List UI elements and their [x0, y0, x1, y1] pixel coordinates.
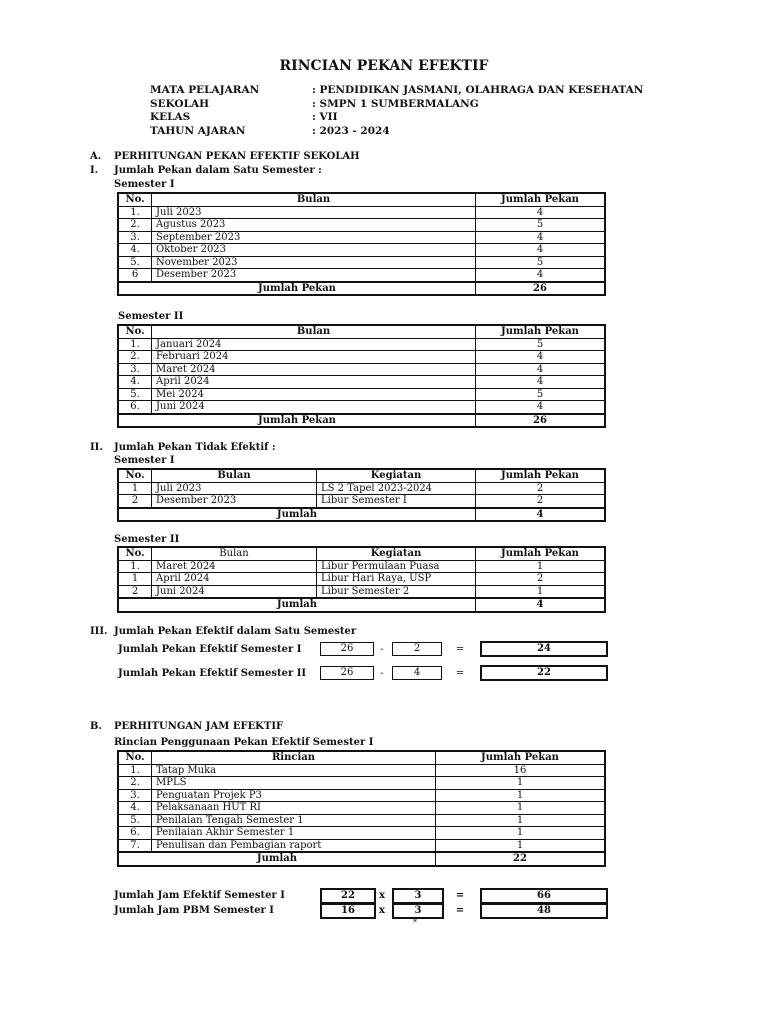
total-value: 26 [476, 414, 606, 428]
table-cell: 6. [118, 827, 152, 840]
part-ii-number: II. [90, 442, 103, 453]
calc2-operator: - [380, 668, 384, 679]
calc4-result: 48 [480, 903, 608, 919]
table-cell: 6. [118, 401, 152, 414]
column-header: Jumlah Pekan [476, 325, 606, 338]
table-total-row [118, 852, 605, 866]
section-a-title: PERHITUNGAN PEKAN EFEKTIF SEKOLAH [114, 151, 360, 162]
total-value: 26 [476, 282, 606, 296]
column-header: No. [118, 469, 152, 482]
calc2-label: Jumlah Pekan Efektif Semester II [118, 668, 307, 679]
table-cell: 1 [436, 827, 606, 840]
footnote-mark: * [413, 918, 417, 927]
table-row [118, 363, 605, 376]
table-row [118, 338, 605, 351]
column-header: Jumlah Pekan [476, 193, 606, 206]
table-cell: 1 [436, 789, 606, 802]
table-cell: Juli 2023 [152, 482, 317, 495]
table-row [118, 827, 605, 840]
table-cell: September 2023 [152, 231, 476, 244]
table3-caption: Semester I [114, 455, 175, 466]
table-cell: 2 [118, 495, 152, 508]
table-total-row [118, 282, 605, 296]
table-cell: 3. [118, 789, 152, 802]
calc4-label: Jumlah Jam PBM Semester I [114, 905, 274, 916]
calc3-label: Jumlah Jam Efektif Semester I [114, 890, 285, 901]
total-label: Jumlah [118, 598, 476, 612]
table-cell: Januari 2024 [152, 338, 476, 351]
info-label: TAHUN AJARAN [150, 124, 246, 137]
calc1-value-a: 26 [320, 642, 374, 656]
part-iii-title: Jumlah Pekan Efektif dalam Satu Semester [114, 626, 357, 637]
table-row [118, 376, 605, 389]
table-cell: 1. [118, 206, 152, 219]
table-cell: 1. [118, 338, 152, 351]
calc3-value-a: 22 [320, 888, 376, 904]
table-cell: Penulisan dan Pembagian raport [152, 839, 436, 852]
table-cell: LS 2 Tapel 2023-2024 [317, 482, 476, 495]
table5-caption: Rincian Penggunaan Pekan Efektif Semester I [114, 737, 374, 748]
info-row [150, 98, 643, 112]
table-total-row [118, 598, 605, 612]
table-cell: Libur Semester I [317, 495, 476, 508]
table-row [118, 482, 605, 495]
total-value: 4 [476, 508, 606, 522]
table-cell: April 2024 [152, 573, 317, 586]
table-row [118, 789, 605, 802]
table-cell: November 2023 [152, 256, 476, 269]
column-header: Bulan [152, 547, 317, 560]
calc2-value-b: 4 [392, 666, 442, 680]
column-header: Bulan [152, 469, 317, 482]
table-cell: Agustus 2023 [152, 219, 476, 232]
column-header: Rincian [152, 751, 436, 764]
part-i-number: I. [90, 165, 99, 176]
column-header: No. [118, 193, 152, 206]
column-header: Jumlah Pekan [476, 547, 606, 560]
table-row [118, 839, 605, 852]
table-cell: Mei 2024 [152, 388, 476, 401]
table-cell: 1 [436, 777, 606, 790]
table4-caption: Semester II [114, 534, 180, 545]
calc4-operator: x [379, 905, 385, 916]
table-cell: 1 [118, 482, 152, 495]
semester1-non-effective-table [117, 468, 606, 522]
table-cell: Desember 2023 [152, 495, 317, 508]
table-header-row [118, 469, 605, 482]
table-cell: 1. [118, 764, 152, 777]
semester2-non-effective-table [117, 546, 606, 613]
table-row [118, 802, 605, 815]
table2-caption: Semester II [118, 311, 184, 322]
table-row [118, 269, 605, 282]
table-cell: Oktober 2023 [152, 244, 476, 257]
table-cell: 4 [476, 206, 606, 219]
table-cell: Maret 2024 [152, 560, 317, 573]
part-iii-number: III. [90, 626, 108, 637]
info-block [150, 84, 643, 138]
calc1-label: Jumlah Pekan Efektif Semester I [118, 644, 302, 655]
effective-week-usage-table [117, 750, 606, 867]
table-cell: 4 [476, 269, 606, 282]
table-cell: 5. [118, 814, 152, 827]
table-cell: Juni 2024 [152, 585, 317, 598]
info-row [150, 111, 643, 125]
semester1-weeks-table [117, 192, 606, 296]
table-cell: 2. [118, 219, 152, 232]
table-row [118, 495, 605, 508]
calc1-value-b: 2 [392, 642, 442, 656]
table-cell: 1. [118, 560, 152, 573]
table-cell: Libur Hari Raya, USP [317, 573, 476, 586]
total-value: 4 [476, 598, 606, 612]
part-i-title: Jumlah Pekan dalam Satu Semester : [114, 165, 322, 176]
table-cell: 2 [476, 573, 606, 586]
info-value: : 2023 - 2024 [312, 124, 390, 137]
calc4-value-b: 3 [392, 903, 444, 919]
table-cell: 2 [476, 495, 606, 508]
total-label: Jumlah [118, 852, 436, 866]
table-cell: 4 [476, 351, 606, 364]
calc3-result: 66 [480, 888, 608, 904]
table-cell: 1 [436, 814, 606, 827]
table-header-row [118, 325, 605, 338]
info-row [150, 125, 643, 139]
column-header: No. [118, 547, 152, 560]
table1-caption: Semester I [114, 179, 175, 190]
calc3-equals: = [455, 890, 465, 901]
calc1-equals: = [455, 644, 465, 655]
table-row [118, 585, 605, 598]
table-cell: 5. [118, 256, 152, 269]
table-cell: 4 [476, 401, 606, 414]
table-cell: 16 [436, 764, 606, 777]
section-a-number: A. [90, 151, 102, 162]
total-label: Jumlah Pekan [118, 414, 476, 428]
table-header-row [118, 193, 605, 206]
table-cell: Februari 2024 [152, 351, 476, 364]
table-row [118, 219, 605, 232]
table-cell: 5 [476, 338, 606, 351]
table-cell: Libur Semester 2 [317, 585, 476, 598]
calc3-operator: x [379, 890, 385, 901]
table-cell: Libur Permulaan Puasa [317, 560, 476, 573]
table-row [118, 351, 605, 364]
table-row [118, 256, 605, 269]
table-cell: 1 [436, 839, 606, 852]
table-cell: 5. [118, 388, 152, 401]
table-cell: Penilaian Tengah Semester 1 [152, 814, 436, 827]
table-cell: 5 [476, 388, 606, 401]
table-cell: 3. [118, 363, 152, 376]
table-row [118, 244, 605, 257]
table-cell: 2. [118, 351, 152, 364]
table-row [118, 401, 605, 414]
table-header-row [118, 547, 605, 560]
calc2-result: 22 [480, 665, 608, 681]
table-cell: 4 [476, 244, 606, 257]
table-cell: 5 [476, 219, 606, 232]
semester2-weeks-table [117, 324, 606, 428]
table-cell: 4 [476, 363, 606, 376]
table-cell: 1 [436, 802, 606, 815]
table-cell: 2. [118, 777, 152, 790]
table-cell: 2 [476, 482, 606, 495]
column-header: No. [118, 325, 152, 338]
table-cell: 2 [118, 585, 152, 598]
table-cell: Penilaian Akhir Semester 1 [152, 827, 436, 840]
table-cell: MPLS [152, 777, 436, 790]
column-header: No. [118, 751, 152, 764]
table-cell: Juli 2023 [152, 206, 476, 219]
column-header: Kegiatan [317, 469, 476, 482]
table-cell: 5 [476, 256, 606, 269]
table-cell: 3. [118, 231, 152, 244]
page-title: RINCIAN PEKAN EFEKTIF [279, 58, 489, 74]
table-row [118, 764, 605, 777]
table-cell: 4. [118, 802, 152, 815]
table-row [118, 231, 605, 244]
table-header-row [118, 751, 605, 764]
info-label: SEKOLAH [150, 97, 210, 110]
calc2-equals: = [455, 668, 465, 679]
table-row [118, 814, 605, 827]
table-cell: Tatap Muka [152, 764, 436, 777]
column-header: Bulan [152, 193, 476, 206]
calc2-value-a: 26 [320, 666, 374, 680]
table-cell: 4. [118, 376, 152, 389]
info-value: : PENDIDIKAN JASMANI, OLAHRAGA DAN KESEHATAN [312, 84, 644, 96]
total-label: Jumlah Pekan [118, 282, 476, 296]
section-b-number: B. [90, 721, 102, 732]
table-cell: 4. [118, 244, 152, 257]
table-cell: Penguatan Projek P3 [152, 789, 436, 802]
table-cell: April 2024 [152, 376, 476, 389]
section-b-title: PERHITUNGAN JAM EFEKTIF [114, 721, 284, 732]
info-label: MATA PELAJARAN [150, 84, 260, 96]
table-row [118, 206, 605, 219]
column-header: Jumlah Pekan [476, 469, 606, 482]
calc1-result: 24 [480, 641, 608, 657]
table-row [118, 560, 605, 573]
table-cell: Desember 2023 [152, 269, 476, 282]
column-header: Kegiatan [317, 547, 476, 560]
table-cell: Juni 2024 [152, 401, 476, 414]
table-row [118, 388, 605, 401]
calc4-value-a: 16 [320, 903, 376, 919]
table-cell: Maret 2024 [152, 363, 476, 376]
part-ii-title: Jumlah Pekan Tidak Efektif : [114, 442, 276, 453]
calc3-value-b: 3 [392, 888, 444, 904]
info-value: : SMPN 1 SUMBERMALANG [312, 97, 479, 110]
table-cell: Pelaksanaan HUT RI [152, 802, 436, 815]
table-cell: 1 [476, 560, 606, 573]
info-row [150, 84, 643, 98]
table-row [118, 573, 605, 586]
total-label: Jumlah [118, 508, 476, 522]
total-value: 22 [436, 852, 606, 866]
table-cell: 6 [118, 269, 152, 282]
info-label: KELAS [150, 111, 191, 123]
table-cell: 1 [476, 585, 606, 598]
table-total-row [118, 508, 605, 522]
table-total-row [118, 414, 605, 428]
calc1-operator: - [380, 644, 384, 655]
column-header: Jumlah Pekan [436, 751, 606, 764]
table-cell: 4 [476, 231, 606, 244]
table-cell: 1 [118, 573, 152, 586]
table-cell: 4 [476, 376, 606, 389]
table-row [118, 777, 605, 790]
info-value: : VII [312, 111, 338, 123]
column-header: Bulan [152, 325, 476, 338]
table-cell: 7. [118, 839, 152, 852]
calc4-equals: = [455, 905, 465, 916]
